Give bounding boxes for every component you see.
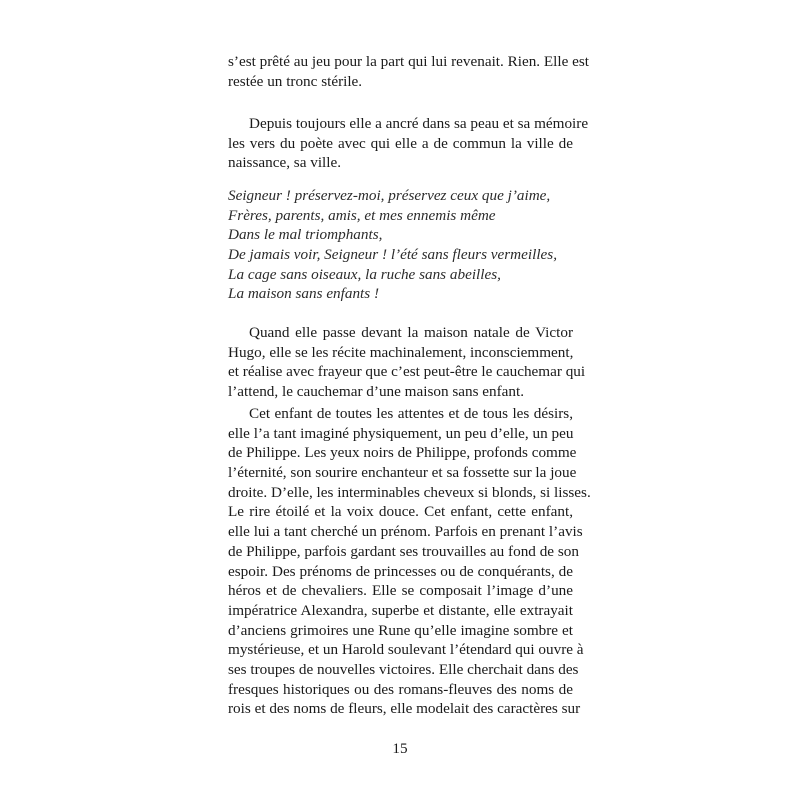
paragraph-line: fresques historiques ou des romans-fleuves des noms de: [228, 680, 573, 698]
paragraph-line: d’anciens grimoires une Rune qu’elle imagine sombre et: [228, 621, 573, 639]
paragraph-4: [228, 404, 591, 719]
paragraph-line: Le rire étoilé et la voix douce. Cet enfant, cette enfant,: [228, 503, 573, 521]
paragraph-line: Depuis toujours elle a ancré dans sa peau et sa mémoire: [249, 115, 589, 132]
paragraph-line: restée un tronc stérile.: [228, 72, 363, 90]
paragraph-line: Hugo, elle se les récite machinalement, inconsciemment,: [228, 343, 574, 361]
paragraph-line: ses troupes de nouvelles victoires. Elle cherchait dans des: [228, 660, 579, 678]
paragraph-1: [228, 52, 590, 91]
paragraph-line: l’éternité, son sourire enchanteur et sa fossette sur la joue: [228, 464, 577, 482]
poem-quotation: [228, 186, 573, 304]
poem-line: Dans le mal triomphants,: [228, 226, 383, 244]
poem-line: Seigneur ! préservez-moi, préservez ceux que j’aime,: [228, 187, 551, 204]
poem-line: La maison sans enfants !: [228, 285, 380, 303]
poem-line: De jamais voir, Seigneur ! l’été sans fleurs vermeilles,: [228, 246, 557, 264]
paragraph-line: l’attend, le cauchemar d’une maison sans enfant.: [228, 383, 525, 401]
paragraph-line: rois et des noms de fleurs, elle modelait des caractères sur: [228, 700, 581, 718]
paragraph-line: de Philippe. Les yeux noirs de Philippe, profonds comme: [228, 444, 577, 462]
paragraph-line: espoir. Des prénoms de princesses ou de conquérants, de: [228, 562, 573, 580]
poem-line: La cage sans oiseaux, la ruche sans abeilles,: [228, 265, 501, 283]
paragraph-line: et réalise avec frayeur que c’est peut-être le cauchemar qui: [228, 363, 586, 381]
paragraph-line: droite. D’elle, les interminables cheveux si blonds, si lisses.: [228, 483, 591, 501]
paragraph-line: impératrice Alexandra, superbe et distante, elle extrayait: [228, 601, 573, 619]
paragraph-line: les vers du poète avec qui elle a de commun la ville de: [228, 134, 573, 152]
paragraph-line: elle l’a tant imaginé physiquement, un peu d’elle, un peu: [228, 424, 574, 442]
paragraph-3: [228, 323, 586, 402]
page-number: 15: [392, 740, 408, 757]
paragraph-line: naissance, sa ville.: [228, 154, 342, 172]
paragraph-line: elle lui a tant cherché un prénom. Parfois en prenant l’avis: [228, 523, 583, 541]
paragraph-line: s’est prêté au jeu pour la part qui lui revenait. Rien. Elle est: [228, 53, 590, 70]
paragraph-line: Quand elle passe devant la maison natale de Victor: [249, 324, 573, 341]
paragraph-2: [228, 114, 589, 173]
paragraph-line: héros et de chevaliers. Elle se composait l’image d’une: [228, 582, 573, 600]
paragraph-line: de Philippe, parfois gardant ses trouvailles au fond de son: [228, 542, 579, 560]
paragraph-line: Cet enfant de toutes les attentes et de tous les désirs,: [249, 405, 573, 422]
paragraph-line: mystérieuse, et un Harold soulevant l’étendard qui ouvre à: [228, 641, 584, 659]
poem-line: Frères, parents, amis, et mes ennemis même: [228, 206, 496, 224]
